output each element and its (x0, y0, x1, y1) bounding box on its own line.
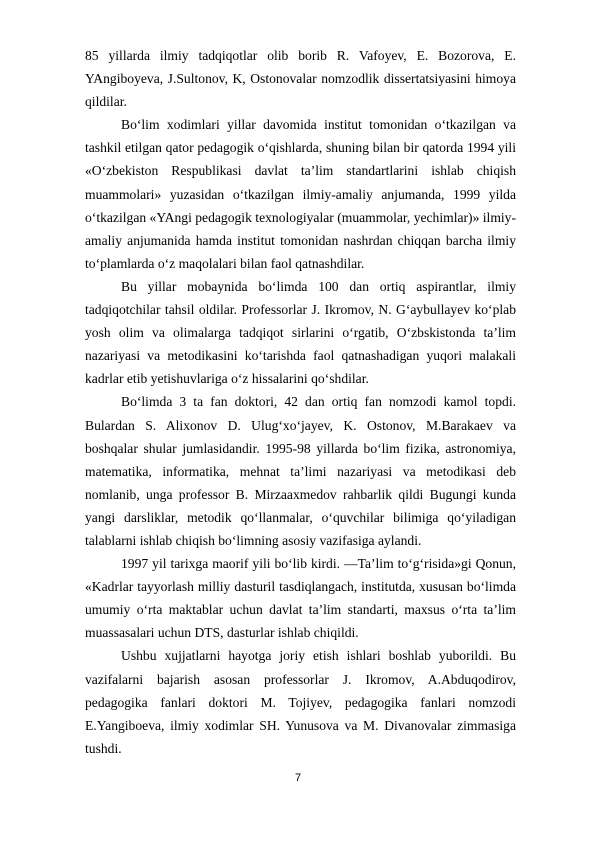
document-body (85, 44, 516, 760)
paragraph-education-year: 1997 yil tarixga maorif yili bo‘lib kirdi. ―Ta’lim to‘g‘risida»gi Qonun, «Kadrlar tayyorlash milliy dasturil tasdiqlangach, institutda, xususan bo‘limda umumiy o‘rta maktablar uchun davlat ta’lim standarti, maxsus o‘rta ta’lim muassasalari uchun DTS, dasturlar ishlab chiqildi. (85, 556, 516, 641)
paragraph-aspirants: Bu yillar mobaynida bo‘limda 100 dan ortiq aspirantlar, ilmiy tadqiqotchilar tahsil oldilar. Professorlar J. Ikromov, N. G‘aybullayev ko‘plab yosh olim va olimalarga tadqiqot sirlarini o‘rgatib, O‘zbskistonda ta’lim nazariyasi va metodikasini ko‘tarishda faol qatnashadigan yuqori malakali kadrlar etib yetishuvlariga o‘z hissalarini qo‘shdilar. (85, 278, 516, 387)
paragraph-staff-conferences: Bo‘lim xodimlari yillar davomida institut tomonidan o‘tkazilgan va tashkil etilgan qator pedagogik o‘qishlarda, shuning bilan bir qatorda 1994 yili «O‘zbekiston Respublikasi davlat ta’lim standartlarini ishlab chiqish muammolari» yuzasidan o‘tkazilgan ilmiy-amaliy anjumanda, 1999 yilda o‘tkazilgan «YAngi pedagogik texnologiyalar (muammolar, yechimlar)» ilmiy-amaliy anjumanida hamda institut tomonidan nashrdan chiqqan barcha ilmiy to‘plamlarda o‘z maqolalari bilan faol qatnashdilar. (85, 117, 516, 271)
paragraph-implementation: Ushbu xujjatlarni hayotga joriy etish ishlari boshlab yuborildi. Bu vazifalarni bajarish asosan professorlar J. Ikromov, A.Abduqodirov, pedagogika fanlari doktori M. Tojiyev, pedagogika fanlari nomzodi E.Yangiboeva, ilmiy xodimlar SH. Yunusova va M. Divanovalar zimmasiga tushdi. (85, 648, 516, 756)
page-number: 7 (294, 772, 302, 784)
paragraph-doctors: Bo‘limda 3 ta fan doktori, 42 dan ortiq fan nomzodi kamol topdi. Bulardan S. Alixonov D. Ulug‘xo‘jayev, K. Ostonov, M.Barakaev va boshqalar shular jumlasidandir. 1995-98 yillarda bo‘lim fizika, astronomiya, matematika, informatika, mehnat ta’limi nazariyasi va metodikasi deb nomlanib, unga professor B. Mirzaaxmedov rahbarlik qildi Bugungi kunda yangi darsliklar, metodik qo‘llanmalar, o‘quvchilar bilimiga qo‘yiladigan talablarni ishlab chiqish bo‘limning asosiy vazifasiga aylandi. (85, 394, 516, 548)
paragraph-continuation: 85 yillarda ilmiy tadqiqotlar olib borib R. Vafoyev, E. Bozorova, E. YAngiboyeva, J.Sultonov, K, Ostonovalar nomzodlik dissertatsiyasini himoya qildilar. (85, 48, 516, 110)
